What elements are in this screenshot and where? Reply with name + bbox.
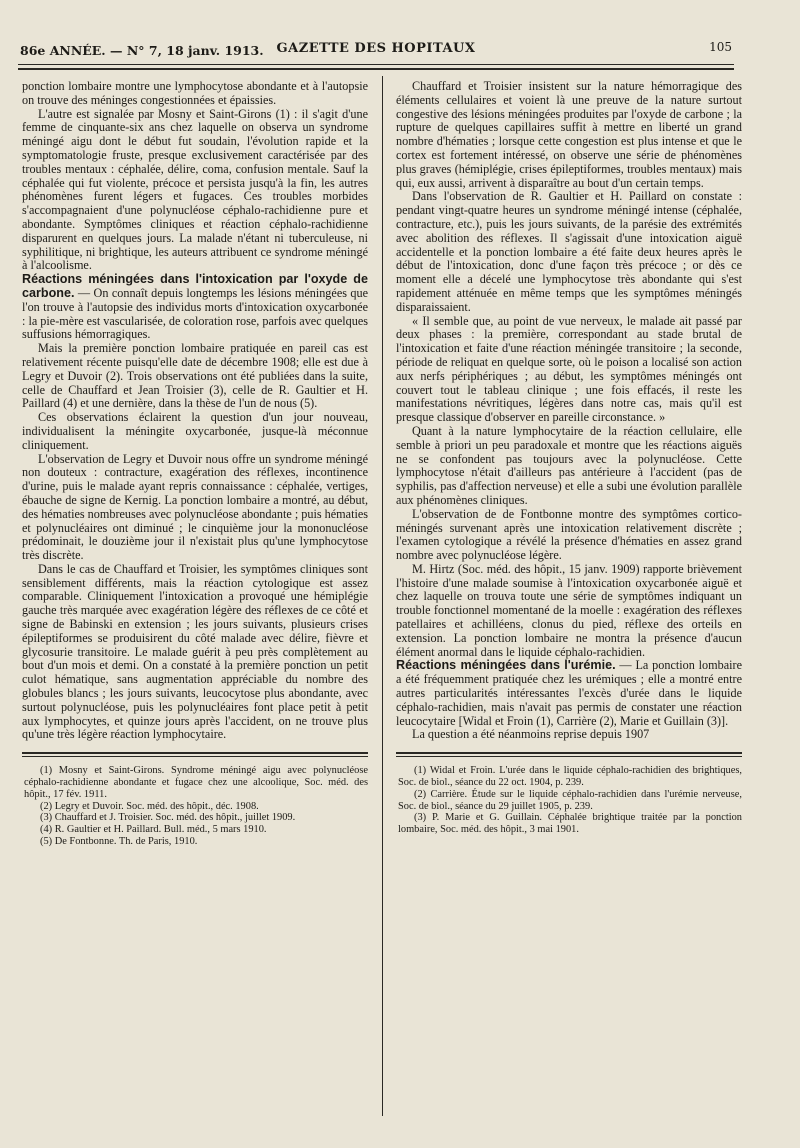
paragraph: L'observation de Legry et Duvoir nous offre un syndrome méningé non douteux : contracture, exagération des réflexes, incontinence d'urine, puis le malade ayant repris connaissance : céphalée, vertiges, ébauche de signe de Kernig. La ponction lombaire a montré, au début, des hématies nombreuses avec polynucléose abondante ; puis hématies et polynucléaires ont diminué ; le cinquième jour la mononucléose prédominait, le douzième jour il n'existait plus qu'une lymphocytose très discrète. <box>22 451 368 563</box>
paragraph: Dans le cas de Chauffard et Troisier, les symptômes cliniques sont sensiblement différents, mais la réaction cytologique est assez comparable. Cliniquement l'intoxication a provoqué une hémiplégie gauche très marquée avec exagération légère des réflexes de ce côté et signe de Babinski en extension ; les jours suivants, plusieurs crises épileptiformes se produisirent du côté malade avec délire, fièvre et glycosurie transitoire. Le malade guérit à peu près complètement au bout d'un mois et demi. On a constaté à la première ponction un petit culot hématique, sans augmentation appréciable du nombre des globules blancs ; les jours suivants, leucocytose plus abondante, avec surtout polynucléose, puis les polynucléaires font place petit à petit aux lymphocytes, et quinze jours après l'accident, on ne trouve plus qu'une très légère réaction lymphocytaire. <box>22 561 368 742</box>
issue-info: 86e ANNÉE. — N° 7, 18 janv. 1913. <box>20 43 264 58</box>
journal-title: GAZETTE DES HOPITAUX <box>276 41 476 56</box>
right-column <box>396 80 742 836</box>
footnotes <box>22 765 368 848</box>
footnote: (1) Mosny et Saint-Girons. Syndrome méningé aigu avec polynucléose céphalo-rachidienne abondante et fugace chez une alcoolique, Soc. méd. des hôpit., 17 fév. 1911. <box>24 765 368 800</box>
footnote: (4) R. Gaultier et H. Paillard. Bull. méd., 5 mars 1910. <box>40 824 267 836</box>
footnote: (3) P. Marie et G. Guillain. Céphalée brightique traitée par la ponction lombaire, Soc. méd. des hôpit., 3 mai 1901. <box>398 812 742 836</box>
header-rule-thick <box>18 68 734 70</box>
footnotes <box>396 765 742 836</box>
paragraph: La question a été néanmoins reprise depuis 1907 <box>412 727 650 742</box>
footnote: (2) Carrière. Étude sur le liquide céphalo-rachidien dans l'urémie nerveuse, Soc. de biol., séance du 29 juillet 1905, p. 239. <box>398 788 742 812</box>
paragraph: Chauffard et Troisier insistent sur la nature hémorragique des éléments cellulaires et voient là une preuve de la nature surtout congestive des lésions méningées produites par l'oxyde de carbone ; la rupture de quelques capillaires suffit à mettre en liberté un grand nombre d'hématies ; lorsque cette congestion est plus intense et que le cortex est fortement intéressé, on observe une série de phénomènes plus graves (hémiplégie, crises épileptiformes, troubles mentaux) mais qui, eux aussi, arrivent à disparaître au bout d'un certain temps. <box>396 79 742 190</box>
section-heading: Réactions méningées dans l'urémie. <box>396 658 616 673</box>
footnote: (5) De Fontbonne. Th. de Paris, 1910. <box>40 836 198 848</box>
paragraph: L'observation de de Fontbonne montre des symptômes cortico-méningés survenant après une intoxication relativement discrète ; l'examen cytologique a révélé la présence d'hématies en assez grand nombre avec polynucléose légère. <box>396 506 742 563</box>
section-heading: Réactions méningées dans l'intoxication par l'oxyde de carbone. <box>22 272 368 300</box>
column-divider <box>382 76 383 1116</box>
footnote: (3) Chauffard et J. Troisier. Soc. méd. des hôpit., juillet 1909. <box>40 812 296 824</box>
page-number: 105 <box>709 40 732 54</box>
header-rule <box>18 64 734 65</box>
footnote-rule-thin <box>22 756 368 757</box>
paragraph: M. Hirtz (Soc. méd. des hôpit., 15 janv. 1909) rapporte brièvement l'histoire d'une malade soumise à l'intoxication oxycarbonée aiguë et chez laquelle on trouva toute une série de symptômes indiquant un trouble fonctionnel momentané de la moelle : exagération des réflexes patellaires et achilléens, clonus du pied, réflexe des orteils en extension. La ponction lombaire ne montra la présence d'aucun élément anormal dans le liquide céphalo-rachidien. <box>396 561 742 659</box>
paragraph: ponction lombaire montre une lymphocytose abondante et à l'autopsie on trouve des méninges congestionnées et épaissies. <box>22 79 368 107</box>
quotation: « Il semble que, au point de vue nerveux, le malade ait passé par deux phases : la première, correspondant au stade brutal de l'intoxication et faite d'une réaction méningée transitoire ; la seconde, période de reliquat en quelque sorte, où le poison a localisé son action aux nerfs périphériques ; au début, les symptômes méningés ont couvert tout le tableau clinique ; une fois effacés, il reste les manifestations névritiques, légères dans notre cas, mais qu'il est presque classique d'observer en pareille circonstance. » <box>396 313 742 425</box>
footnote: (1) Widal et Froin. L'urée dans le liquide céphalo-rachidien des brightiques, Soc. de biol., séance du 22 oct. 1904, p. 239. <box>398 765 742 789</box>
footnote: (2) Legry et Duvoir. Soc. méd. des hôpit., déc. 1908. <box>40 800 259 812</box>
section-intro: — La ponction lombaire a été fréquemment pratiquée chez les urémiques ; elle a montré entre autres particularités intéressantes l'excès d'urée dans le liquide céphalo-rachidien, mais n'avait pas permis de constater une réaction leucocytaire [Widal et Froin (1), Carrière (2), Marie et Guillain (3)]. <box>396 658 742 728</box>
section-intro: — On connaît depuis longtemps les lésions méningées que l'on trouve à l'autopsie des individus morts d'intoxication oxycarbonée : la pie-mère est vascularisée, de coloration rose, parfois avec quelques suffusions hémorragiques. <box>22 285 368 342</box>
footnote-rule-thin <box>396 756 742 757</box>
paragraph: L'autre est signalée par Mosny et Saint-Girons (1) : il s'agit d'une femme de cinquante-six ans chez laquelle on observa un syndrome méningé aigu dont le début fut soudain, l'évolution rapide et la symptomatologie fruste, presque exclusivement caractérisée par des troubles mentaux : céphalée, délire, coma, confusion mentale. Sauf la céphalée qui fut violente, précoce et persista jusqu'à la fin, les autres phénomènes furent légers et fugaces. Ces troubles morbides s'accompagnaient d'une polynucléose céphalo-rachidienne pure et abondante. Symptômes cliniques et réaction céphalo-rachidienne disparurent en quelques jours. La malade n'étant ni tuberculeuse, ni syphilitique, ni brightique, les auteurs attribuent ce syndrome méningé à l'alcoolisme. <box>22 106 368 273</box>
footnote-rule <box>22 752 368 754</box>
paragraph: Mais la première ponction lombaire pratiquée en pareil cas est relativement récente puisqu'elle date de décembre 1908; elle est due à Legry et Duvoir (2). Trois observations ont été publiées dans la suite, celle de Chauffard et Jean Troisier (3), celle de R. Gaultier et H. Paillard (4) et une dernière, dans la thèse de l'un de nous (5). <box>22 341 368 411</box>
left-column <box>22 80 368 848</box>
paragraph: Ces observations éclairent la question d'un jour nouveau, individualisent la méningite oxycarbonée, jusque-là méconnue cliniquement. <box>22 410 368 452</box>
paragraph: Quant à la nature lymphocytaire de la réaction cellulaire, elle semble à priori un peu paradoxale et montre que les réactions aiguës ne se confondent pas toujours avec la polynucléose. Cette lymphocytose n'était d'ailleurs pas antérieure à l'accident (pas de syphilis, pas d'affection nerveuse) et elle a subi une évolution parallèle aux phénomènes cliniques. <box>396 423 742 507</box>
footnote-rule <box>396 752 742 754</box>
page-header <box>20 40 732 60</box>
paragraph: Dans l'observation de R. Gaultier et H. Paillard on constate : pendant vingt-quatre heures un syndrome méningé intense (céphalée, contracture, etc.), puis les jours suivants, de la parésie des extrémités avec abolition des réflexes. Il s'agissait d'une intoxication aiguë accidentelle et la ponction lombaire a été faite deux heures après le début de l'intoxication, donc d'une façon très précoce ; or dès ce moment elle a décelé une lymphocytose très abondante qui s'est rapidement atténuée en même temps que les symptômes méningés disparaissaient. <box>396 189 742 314</box>
